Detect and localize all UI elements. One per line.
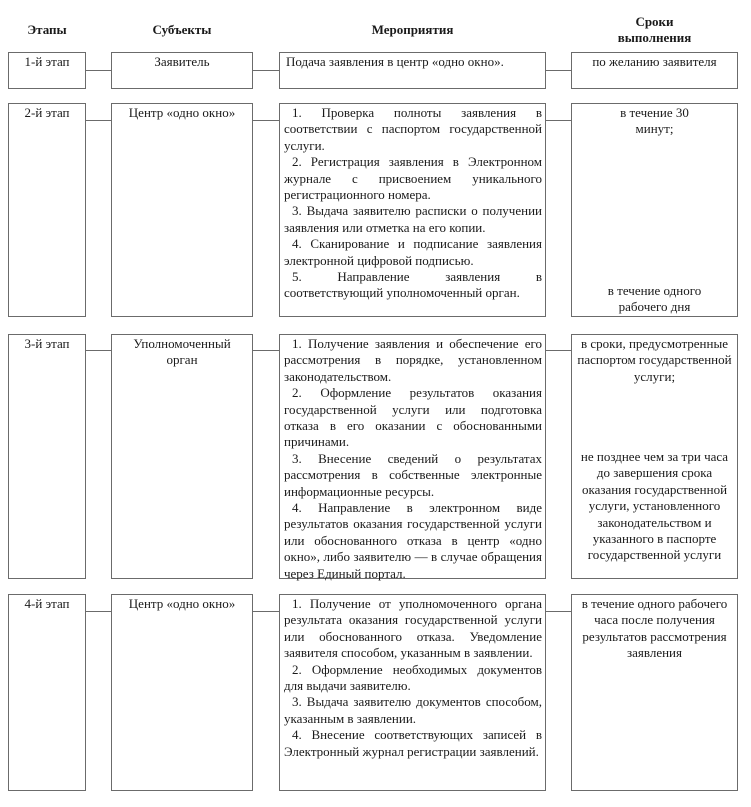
- connector-line: [253, 120, 279, 121]
- connector-line: [546, 611, 571, 612]
- subject-4-box: Центр «одно окно»: [111, 594, 253, 791]
- activities-1-box: [279, 52, 546, 89]
- stage-2-box: 2-й этап: [8, 103, 86, 317]
- deadline-4-box: [571, 594, 738, 791]
- activity-item: 1. Проверка полноты заявления в соответствии с паспортом государственной услуги.: [284, 105, 542, 153]
- deadline-item: в сроки, предусмотренные паспортом государственной услуги;: [577, 336, 732, 384]
- activity-item: 3. Выдача заявителю расписки о получении заявления или отметка на его копии.: [284, 203, 542, 235]
- activity-item: 3. Выдача заявителю документов способом, указанным в заявлении.: [284, 694, 542, 726]
- stage-3-box: 3-й этап: [8, 334, 86, 579]
- deadline-item: в течение одного рабочего дня: [607, 283, 702, 315]
- connector-line: [253, 350, 279, 351]
- connector-line: [546, 350, 571, 351]
- connector-line: [86, 350, 111, 351]
- header-stages: Этапы: [27, 22, 67, 37]
- activities-3-box: [279, 334, 546, 579]
- deadline-item: в течение одного рабочего часа после получения результатов рассмотрения заявления: [581, 596, 728, 661]
- stage-1-box: 1-й этап: [8, 52, 86, 89]
- connector-line: [86, 611, 111, 612]
- deadline-2-box: [571, 103, 738, 317]
- activity-item: 1. Получение заявления и обеспечение его рассмотрения в порядке, установленном законодательством.: [284, 336, 542, 384]
- header-subjects: Субъекты: [152, 22, 212, 37]
- activity-item: 2. Оформление необходимых документов для выдачи заявителю.: [284, 661, 542, 694]
- connector-line: [253, 70, 279, 71]
- activities-2-box: [279, 103, 546, 317]
- activity-item: 4. Сканирование и подписание заявления электронной цифровой подписью.: [284, 236, 542, 268]
- activity-item: 2. Оформление результатов оказания государственной услуги или подготовка отказа в его оказании с обоснованными причинами.: [284, 385, 542, 450]
- deadline-item: в течение 30 минут;: [620, 105, 689, 137]
- deadline-item: не позднее чем за три часа до завершения срока оказания государственной услуги, установленного законодательством и указанного в паспорте государственной услуги: [580, 449, 729, 563]
- connector-line: [86, 70, 111, 71]
- activity-item: 4. Внесение соответствующих записей в Электронный журнал регистрации заявлений.: [284, 727, 542, 759]
- header-deadlines-line2: выполнения: [617, 30, 692, 45]
- activity-item: Подача заявления в центр «одно окно».: [286, 54, 504, 69]
- header-activities: Мероприятия: [371, 22, 454, 37]
- activity-item: 5. Направление заявления в соответствующий уполномоченный орган.: [284, 269, 542, 301]
- stage-4-box: 4-й этап: [8, 594, 86, 791]
- connector-line: [253, 611, 279, 612]
- activity-item: 3. Внесение сведений о результатах рассмотрения в собственные электронные информационные ресурсы.: [284, 450, 542, 499]
- activity-item: 2. Регистрация заявления в Электронном журнале с присвоением уникального регистрационного номера.: [284, 154, 542, 203]
- activity-item: 4. Направление в электронном виде результатов оказания государственной услуги или обоснованного отказа в центр «одно окно», либо заявителю — в случае обращения через Единый портал.: [284, 500, 542, 581]
- connector-line: [86, 120, 111, 121]
- deadline-3-box: [571, 334, 738, 579]
- subject-1-box: Заявитель: [111, 52, 253, 89]
- connector-line: [546, 70, 571, 71]
- subject-2-box: Центр «одно окно»: [111, 103, 253, 317]
- header-deadlines: [571, 14, 738, 46]
- activities-4-box: [279, 594, 546, 791]
- activity-item: 1. Получение от уполномоченного органа результата оказания государственной услуги или обоснованного отказа. Уведомление заявителя способом, указанным в заявлении.: [284, 596, 542, 661]
- connector-line: [546, 120, 571, 121]
- subject-3-box: Уполномоченный орган: [111, 334, 253, 579]
- header-deadlines-line1: Сроки: [635, 14, 674, 29]
- deadline-1-box: по желанию заявителя: [571, 52, 738, 89]
